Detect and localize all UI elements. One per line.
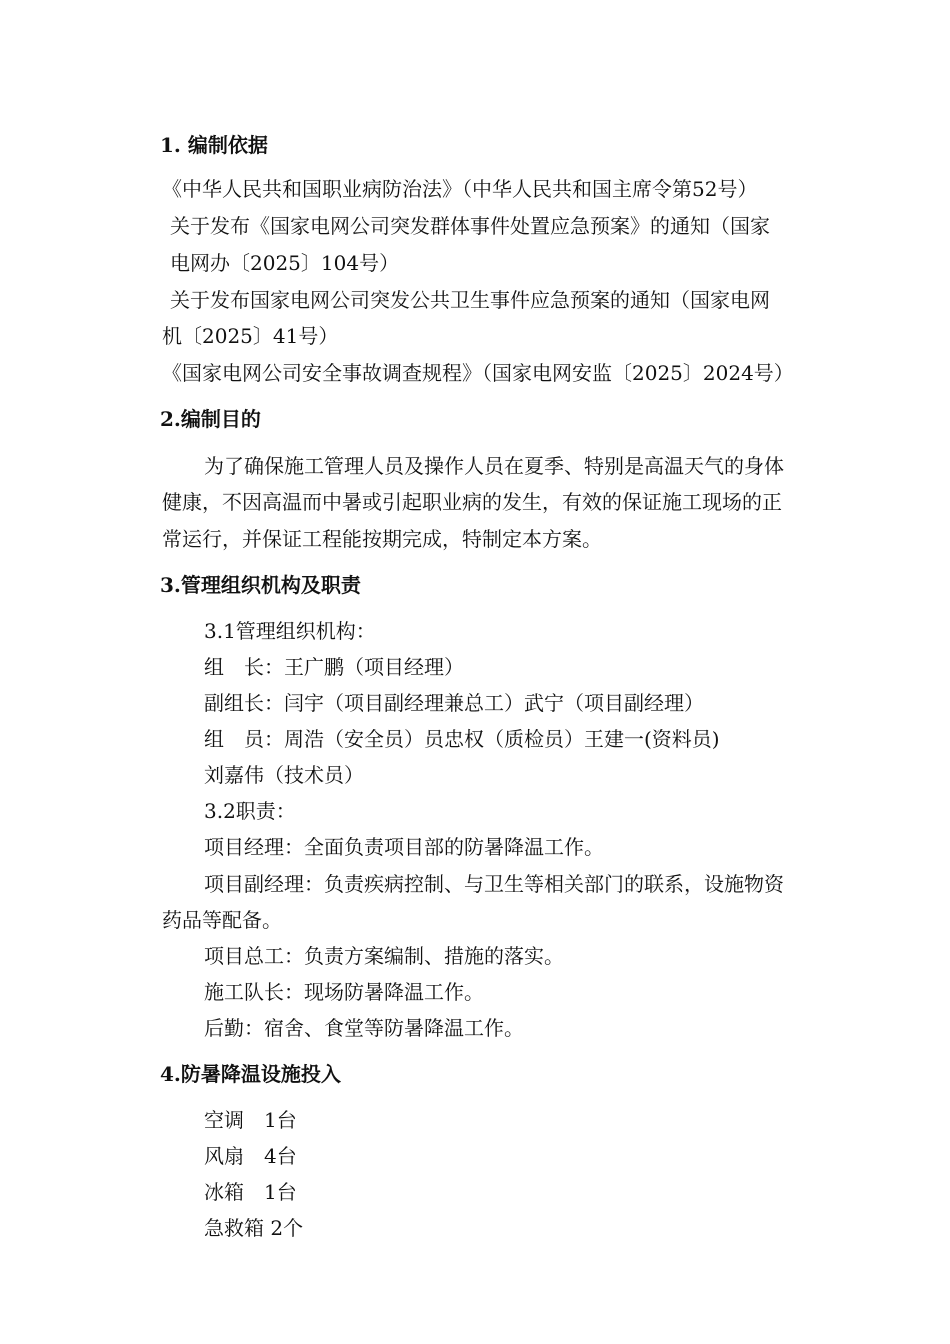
section-2-line-3: 常运行，并保证工程能按期完成，特制定本方案。 <box>162 527 602 551</box>
section-4-heading: 4.防暑降温设施投入 <box>160 1062 341 1086</box>
section-1-line-3: 电网办〔2025〕104号） <box>170 251 400 275</box>
section-3-line-11: 施工队长：现场防暑降温工作。 <box>204 980 484 1004</box>
section-3-line-5: 刘嘉伟（技术员） <box>204 763 364 787</box>
section-2-line-2: 健康，不因高温而中暑或引起职业病的发生，有效的保证施工现场的正 <box>162 490 782 514</box>
section-1-line-6: 《国家电网公司安全事故调查规程》（国家电网安监〔2025〕2024号） <box>162 361 794 385</box>
section-3-line-6: 3.2职责： <box>204 799 296 823</box>
section-4-line-4: 急救箱 2个 <box>204 1216 304 1240</box>
section-3-line-3: 副组长：闫宇（项目副经理兼总工）武宁（项目副经理） <box>204 691 704 715</box>
section-4-line-1: 空调 1台 <box>204 1108 297 1132</box>
section-3-line-1: 3.1管理组织机构： <box>204 619 376 643</box>
section-4-line-3: 冰箱 1台 <box>204 1180 297 1204</box>
section-1-heading: 1. 编制依据 <box>160 133 268 157</box>
section-1-line-1: 《中华人民共和国职业病防治法》（中华人民共和国主席令第52号） <box>162 177 758 201</box>
section-3-line-2: 组 长：王广鹏（项目经理） <box>204 655 464 679</box>
section-1-line-2: 关于发布《国家电网公司突发群体事件处置应急预案》的通知（国家 <box>170 214 770 238</box>
section-3-line-4: 组 员：周浩（安全员）员忠权（质检员）王建一(资料员) <box>204 727 720 751</box>
section-3-line-7: 项目经理：全面负责项目部的防暑降温工作。 <box>204 835 604 859</box>
section-3-line-8: 项目副经理：负责疾病控制、与卫生等相关部门的联系，设施物资 <box>204 872 784 896</box>
section-3-line-9: 药品等配备。 <box>162 908 282 932</box>
section-3-line-10: 项目总工：负责方案编制、措施的落实。 <box>204 944 564 968</box>
section-3-heading: 3.管理组织机构及职责 <box>160 573 361 597</box>
section-1-line-5: 机〔2025〕41号） <box>162 324 339 348</box>
section-2-line-1: 为了确保施工管理人员及操作人员在夏季、特别是高温天气的身体 <box>204 454 784 478</box>
section-1-line-4: 关于发布国家电网公司突发公共卫生事件应急预案的通知（国家电网 <box>170 288 770 312</box>
section-4-line-2: 风扇 4台 <box>204 1144 297 1168</box>
section-2-heading: 2.编制目的 <box>160 407 261 431</box>
section-3-line-12: 后勤：宿舍、食堂等防暑降温工作。 <box>204 1016 524 1040</box>
